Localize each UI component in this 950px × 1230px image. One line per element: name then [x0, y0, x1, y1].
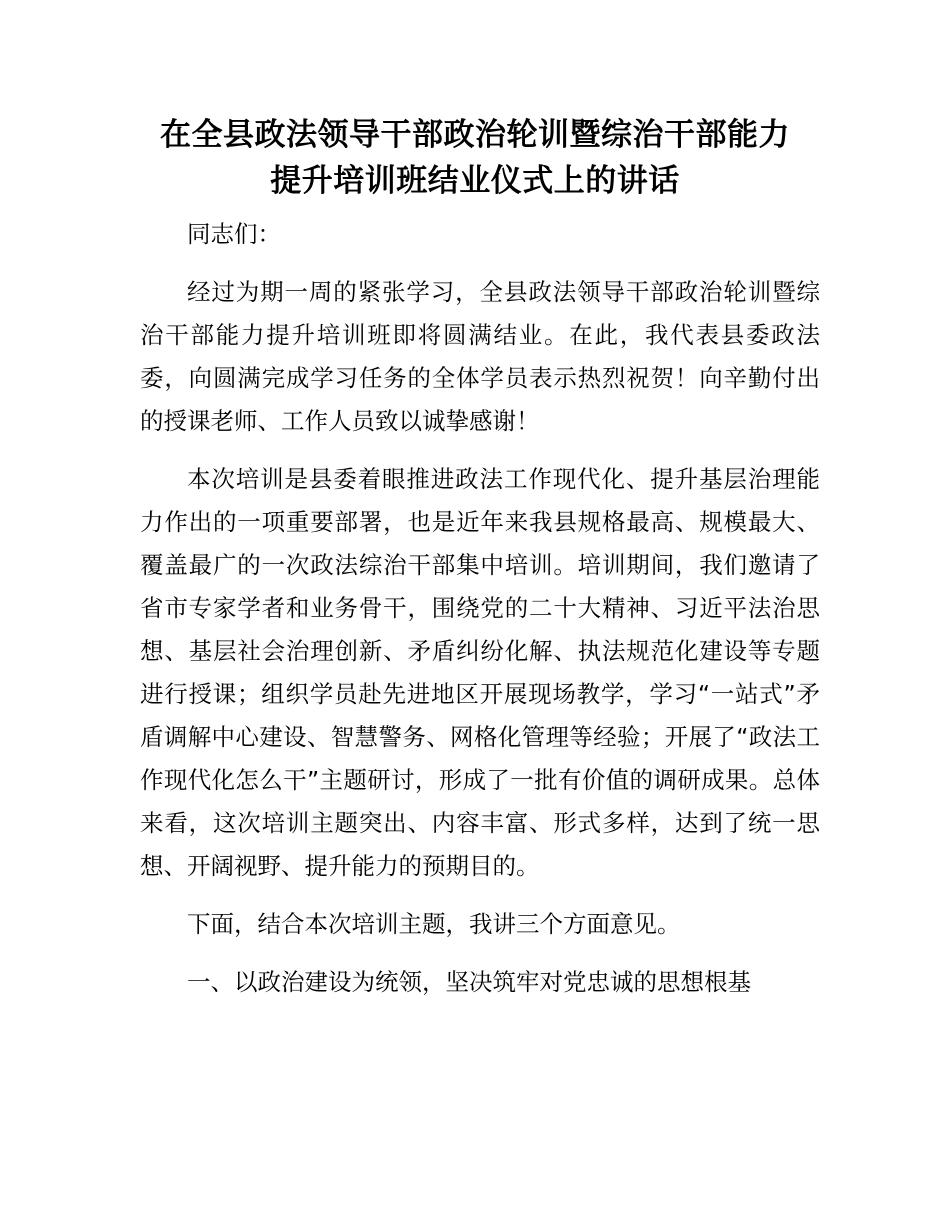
title-line-2: 提升培训班结业仪式上的讲话 [270, 163, 680, 199]
section-heading-1: 一、以政治建设为统领，坚决筑牢对党忠诚的思想根基 [187, 968, 751, 996]
salutation: 同志们： [187, 220, 281, 248]
paragraph-1: 经过为期一周的紧张学习，全县政法领导干部政治轮训暨综治干部能力提升培训班即将圆满结业。在此，我代表县委政法委，向圆满完成学习任务的全体学员表示热烈祝贺！向辛勤付出的授课老师、工作人员致以诚挚感谢！ [140, 278, 820, 435]
title-line-1: 在全县政法领导干部政治轮训暨综治干部能力 [160, 117, 790, 153]
paragraph-3: 下面，结合本次培训主题，我讲三个方面意见。 [187, 910, 681, 938]
document-title [140, 112, 810, 204]
document-body [140, 213, 820, 1019]
paragraph-2: 本次培训是县委着眼推进政法工作现代化、提升基层治理能力作出的一项重要部署，也是近年来我县规格最高、规模最大、覆盖最广的一次政法综治干部集中培训。培训期间，我们邀请了省市专家学者和业务骨干，围绕党的二十大精神、习近平法治思想、基层社会治理创新、矛盾纠纷化解、执法规范化建设等专题进行授课；组织学员赴先进地区开展现场教学，学习“一站式”矛盾调解中心建设、智慧警务、网格化管理等经验；开展了“政法工作现代化怎么干”主题研讨，形成了一批有价值的调研成果。总体来看，这次培训主题突出、内容丰富、形式多样，达到了统一思想、开阔视野、提升能力的预期目的。 [140, 465, 820, 880]
